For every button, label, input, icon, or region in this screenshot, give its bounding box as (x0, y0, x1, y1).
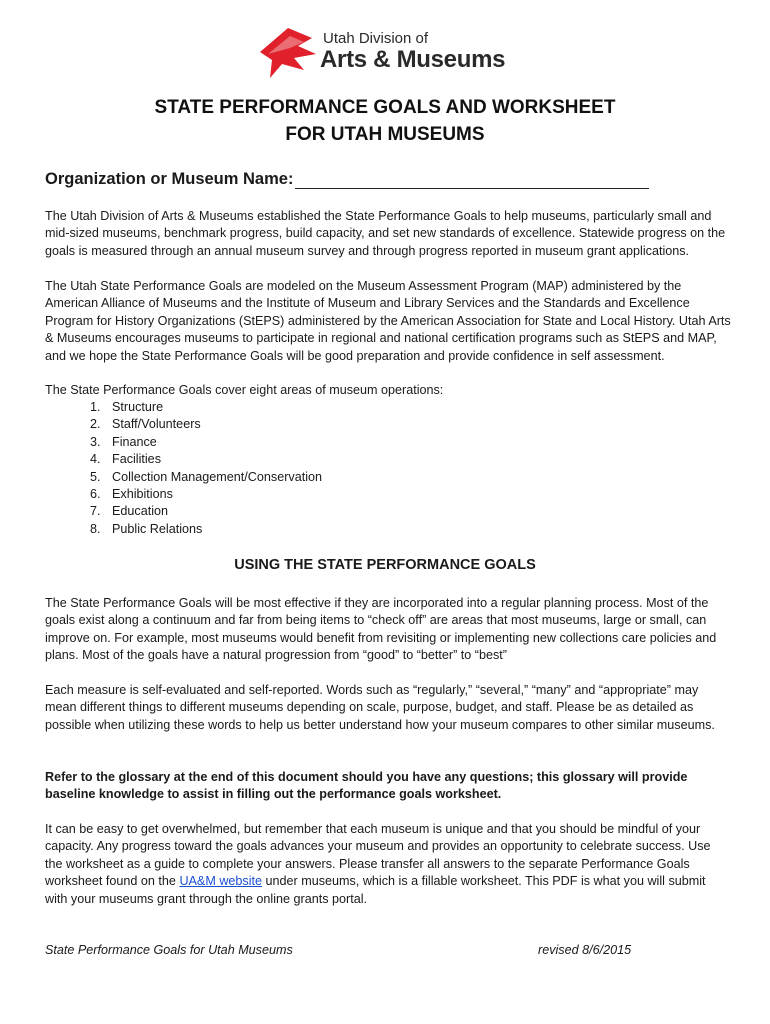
footer-document-title: State Performance Goals for Utah Museums (45, 943, 293, 957)
area-number: 3. (90, 434, 101, 449)
area-number: 8. (90, 521, 101, 536)
logo-text-arts-museums: Arts & Museums (320, 46, 506, 73)
area-list-item (90, 521, 322, 538)
areas-list (90, 399, 322, 538)
intro-paragraph-3: The State Performance Goals cover eight areas of museum operations: (45, 383, 444, 397)
intro-paragraph-2: The Utah State Performance Goals are modeled on the Museum Assessment Program (MAP) administered by the American Alliance of Museums and the Institute of Museum and Library Services and the Standards and Excellence Program for History Organizations (StEPS) administered by the American Association for State and Local History. Utah Arts & Museums encourages museums to participate in regional and national certification programs such as StEPS and MAP, and we hope the State Performance Goals will be good preparation and provide confidence in self assessment. (45, 279, 731, 363)
area-label: Education (112, 504, 169, 519)
area-label: Exhibitions (112, 487, 173, 502)
section-heading: USING THE STATE PERFORMANCE GOALS (234, 557, 536, 573)
area-label: Staff/Volunteers (112, 417, 201, 432)
area-label: Structure (112, 400, 164, 414)
glossary-note-text: Refer to the glossary at the end of this document should you have any questions; this glossary will provide baseline knowledge to assist in filling out the performance goals worksheet. (45, 770, 688, 802)
area-label: Public Relations (112, 521, 203, 536)
worksheet-text-before: It can be easy to get overwhelmed, but remember that each museum is unique and that you should be mindful of your capacity. Any progress toward the goals advances your museum and provides an opportunity to celebrate success. Use the worksheet as a guide to complete your answers. Please transfer all answers to the separate Performance Goals worksheet found on the (45, 822, 711, 889)
area-list-item (90, 416, 322, 433)
area-list-item (90, 434, 322, 451)
glossary-note (45, 769, 731, 804)
footer-revised-date: revised 8/6/2015 (538, 943, 632, 957)
area-list-item (90, 399, 322, 416)
area-label: Finance (112, 434, 157, 449)
page-title-line-1: STATE PERFORMANCE GOALS AND WORKSHEET (154, 97, 616, 118)
worksheet-text-after: under museums, which is a fillable worksheet. This PDF is what you will submit with your museums grant through the online grants portal. (45, 874, 706, 906)
area-number: 2. (90, 417, 101, 432)
area-number: 5. (90, 469, 101, 484)
section-paragraph-2: Each measure is self-evaluated and self-reported. Words such as “regularly,” “several,” “many” and “appropriate” may mean different things to different museums depending on scale, purpose, budget, and staff. Please be as detailed as possible when utilizing these words to help us better understand how your museum compares to other similar museums. (45, 683, 715, 732)
logo-text-division: Utah Division of (323, 30, 429, 47)
area-number: 6. (90, 487, 101, 502)
area-label: Facilities (112, 452, 161, 467)
red-flag-logo-icon (254, 24, 324, 80)
uam-website-link[interactable]: UA&M website (179, 874, 263, 889)
area-list-item (90, 469, 322, 486)
intro-paragraph-1: The Utah Division of Arts & Museums established the State Performance Goals to help museums, particularly small and mid-sized museums, benchmark progress, build capacity, and set new standards of excellence. Statewide progress on the goals is measured through an annual museum survey and through progress reported in museum grant applications. (45, 209, 726, 258)
area-label: Collection Management/Conservation (112, 469, 323, 484)
section-paragraph-1: The State Performance Goals will be most effective if they are incorporated into a regular planning process. Most of the goals exist along a continuum and far from being items to “check off” are areas that most museums, large or small, can improve on. For example, most museums would benefit from revisiting or implementing new collections care policies and plans. Most of the goals have a natural progression from “good” to “better” to “best” (45, 596, 717, 663)
organization-name-label: Organization or Museum Name: (45, 170, 294, 188)
organization-name-blank-line (295, 172, 649, 189)
area-number: 7. (90, 504, 101, 519)
organization-name-field (45, 170, 649, 189)
logo (254, 24, 516, 80)
area-list-item (90, 503, 322, 520)
area-list-item (90, 451, 322, 468)
area-number: 4. (90, 452, 101, 467)
page-title-line-2: FOR UTAH MUSEUMS (285, 124, 485, 145)
area-list-item (90, 486, 322, 503)
area-number: 1. (90, 400, 101, 414)
section-paragraph-4 (45, 821, 731, 908)
